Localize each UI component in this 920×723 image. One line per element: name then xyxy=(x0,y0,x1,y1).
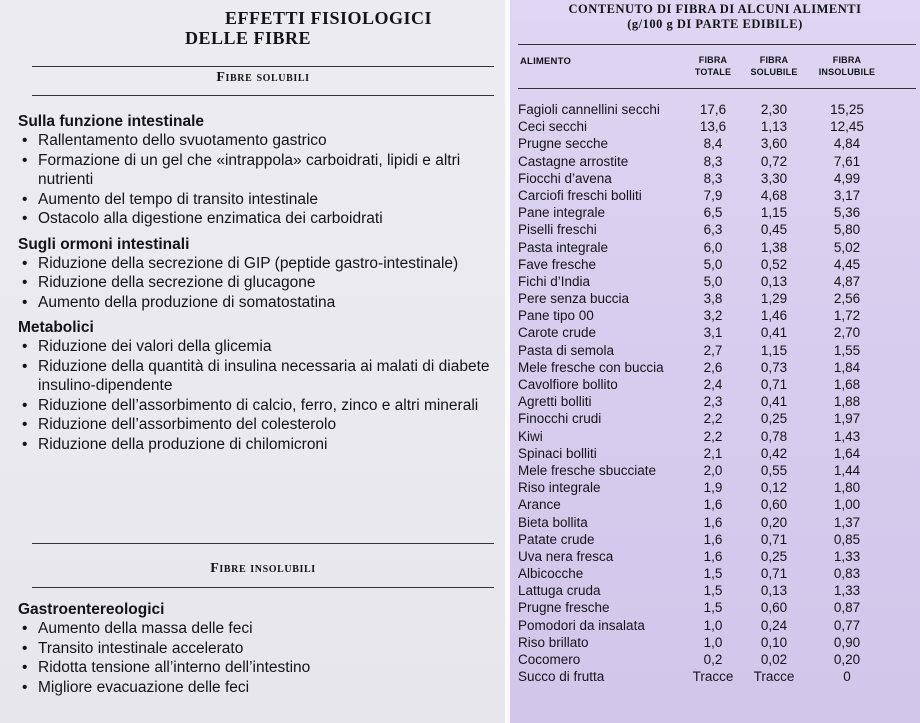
effect-item: • Riduzione della produzione di chilomicroni xyxy=(18,435,496,455)
fibre-insoluble-cell: 1,55 xyxy=(833,342,861,358)
food-name-cell: Riso integrale xyxy=(518,480,601,496)
table-row xyxy=(518,479,916,496)
fibre-soluble-cell: Tracce xyxy=(753,669,795,685)
table-row xyxy=(518,565,916,582)
fibre-soluble-cell: 0,45 xyxy=(760,222,788,238)
fibre-insoluble-cell: 0,20 xyxy=(833,652,861,667)
table-row xyxy=(518,118,916,135)
divider xyxy=(32,66,494,67)
table-row xyxy=(518,359,916,376)
fibre-total-cell: 7,9 xyxy=(703,187,723,203)
table-row xyxy=(518,496,916,513)
fibre-soluble-cell: 1,29 xyxy=(760,291,788,307)
fibre-insoluble-cell: 7,61 xyxy=(833,153,861,169)
fibre-soluble-cell: 0,02 xyxy=(760,652,788,667)
food-name-cell: Ceci secchi xyxy=(518,119,588,135)
effect-item: • Aumento della produzione di somatostatina xyxy=(18,293,496,313)
fibre-insoluble-cell: 3,17 xyxy=(833,187,861,203)
fibre-insoluble-cell: 1,84 xyxy=(833,359,861,375)
table-row xyxy=(518,307,916,324)
table-row xyxy=(518,290,916,307)
effect-list xyxy=(18,254,496,313)
table-row xyxy=(518,101,916,118)
fibre-total-cell: Tracce xyxy=(692,669,734,685)
fibre-content-table xyxy=(510,0,920,723)
fibre-total-cell: 1,9 xyxy=(703,480,723,496)
fibre-total-cell: 8,3 xyxy=(703,170,723,186)
food-name-cell: Prugne fresche xyxy=(518,600,610,616)
food-name-cell: Kiwi xyxy=(518,428,543,444)
food-name-cell: Lattuga cruda xyxy=(518,583,601,599)
fibre-soluble-cell: 0,20 xyxy=(760,514,788,530)
fibre-total-cell: 2,6 xyxy=(703,359,723,375)
table-row xyxy=(518,634,916,651)
table-row xyxy=(518,170,916,187)
section-heading-soluble: Fibre solubili xyxy=(216,70,310,85)
effect-item: • Transito intestinale accelerato xyxy=(18,639,496,659)
table-row xyxy=(518,462,916,479)
food-name-cell: Patate crude xyxy=(518,531,595,547)
fibre-soluble-cell: 0,72 xyxy=(760,153,788,169)
food-name-cell: Pane integrale xyxy=(518,205,606,221)
table-row xyxy=(518,514,916,531)
fibre-total-cell: 17,6 xyxy=(699,102,727,117)
effect-item: • Riduzione della secrezione di GIP (peptide gastro-intestinale) xyxy=(18,254,496,274)
food-name-cell: Riso brillato xyxy=(518,634,589,650)
fibre-insoluble-cell: 1,00 xyxy=(833,497,861,513)
fibre-insoluble-cell: 12,45 xyxy=(830,119,864,135)
fibre-total-cell: 1,6 xyxy=(703,497,723,513)
fibre-insoluble-cell: 4,84 xyxy=(833,136,861,152)
food-name-cell: Albicocche xyxy=(518,566,584,582)
effect-item: • Ostacolo alla digestione enzimatica dei carboidrati xyxy=(18,209,496,229)
fibre-insoluble-cell: 2,56 xyxy=(833,291,861,307)
divider xyxy=(32,587,494,588)
soluble-fibre-effects xyxy=(18,112,496,454)
food-name-cell: Uva nera fresca xyxy=(518,548,614,564)
effect-group-heading: Sugli ormoni intestinali xyxy=(18,235,190,253)
effect-item: • Aumento del tempo di transito intestinale xyxy=(18,190,496,210)
fibre-total-cell: 5,0 xyxy=(703,256,723,272)
fibre-soluble-cell: 0,24 xyxy=(760,617,788,633)
table-title-line-1: CONTENUTO DI FIBRA DI ALCUNI ALIMENTI xyxy=(568,2,862,16)
fibre-insoluble-cell: 1,33 xyxy=(833,548,861,564)
fibre-soluble-cell: 0,12 xyxy=(760,480,788,496)
table-row xyxy=(518,324,916,341)
fibre-soluble-cell: 0,71 xyxy=(760,531,788,547)
table-row xyxy=(518,428,916,445)
table-row xyxy=(518,204,916,221)
fibre-total-cell: 1,5 xyxy=(703,566,723,582)
effect-item: • Riduzione della quantità di insulina necessaria ai malati di diabete insulino-dipendente xyxy=(18,357,496,396)
fibre-insoluble-cell: 1,44 xyxy=(833,462,861,478)
effect-item: • Riduzione dell’assorbimento del colesterolo xyxy=(18,415,496,435)
table-row xyxy=(518,256,916,273)
effect-list xyxy=(18,131,496,229)
fibre-soluble-cell: 0,71 xyxy=(760,377,788,392)
food-name-cell: Fave fresche xyxy=(518,256,597,272)
table-row xyxy=(518,668,916,685)
table-row xyxy=(518,531,916,548)
table-row xyxy=(518,548,916,565)
fibre-soluble-cell: 0,25 xyxy=(760,411,788,427)
fibre-soluble-cell: 3,30 xyxy=(760,170,788,186)
fibre-insoluble-cell: 0,87 xyxy=(833,600,861,616)
effect-item: • Riduzione dei valori della glicemia xyxy=(18,337,496,357)
table-row xyxy=(518,393,916,410)
fibre-total-cell: 1,5 xyxy=(703,600,723,616)
fibre-total-cell: 2,0 xyxy=(703,462,723,478)
fibre-insoluble-cell: 4,45 xyxy=(833,256,861,272)
fibre-insoluble-cell: 1,64 xyxy=(833,445,861,461)
effect-list xyxy=(18,619,496,697)
fibre-total-cell: 1,5 xyxy=(703,583,723,599)
table-row xyxy=(518,135,916,152)
fibre-soluble-cell: 0,41 xyxy=(760,325,788,341)
header-text: INSOLUBILE xyxy=(818,67,876,77)
header-fibra-totale xyxy=(688,54,738,78)
header-text: TOTALE xyxy=(694,67,732,77)
food-name-cell: Fichi d’India xyxy=(518,273,591,289)
page-title xyxy=(175,8,505,48)
effect-group-heading: Gastroentereologici xyxy=(18,601,165,618)
fibre-total-cell: 2,7 xyxy=(703,342,723,358)
fibre-total-cell: 6,0 xyxy=(703,239,723,255)
fibre-soluble-cell: 0,25 xyxy=(760,548,788,564)
fibre-insoluble-cell: 1,68 xyxy=(833,377,861,392)
effect-group-heading: Metabolici xyxy=(18,319,94,336)
fibre-soluble-cell: 0,73 xyxy=(760,359,788,375)
table-row xyxy=(518,376,916,393)
food-name-cell: Carciofi freschi bolliti xyxy=(518,187,642,203)
fibre-total-cell: 8,3 xyxy=(703,153,723,169)
title-line-2: DELLE FIBRE xyxy=(185,28,312,48)
fibre-total-cell: 3,2 xyxy=(703,308,723,324)
effect-item: • Aumento della massa delle feci xyxy=(18,619,496,639)
fibre-total-cell: 2,3 xyxy=(703,394,723,410)
fibre-soluble-cell: 0,42 xyxy=(760,445,788,461)
fibre-insoluble-cell: 1,88 xyxy=(833,394,861,410)
fibre-insoluble-cell: 5,36 xyxy=(833,205,861,221)
food-name-cell: Spinaci bolliti xyxy=(518,445,597,461)
fibre-total-cell: 3,8 xyxy=(703,291,723,307)
fibre-soluble-cell: 1,38 xyxy=(760,239,788,255)
divider xyxy=(32,543,494,544)
food-name-cell: Carote crude xyxy=(518,325,597,341)
fibre-soluble-cell: 0,13 xyxy=(760,583,788,599)
food-name-cell: Mele fresche con buccia xyxy=(518,359,664,375)
fibre-total-cell: 1,0 xyxy=(703,617,723,633)
food-name-cell: Agretti bolliti xyxy=(518,394,592,410)
fibre-insoluble-cell: 1,33 xyxy=(833,583,861,599)
fibre-soluble-cell: 0,52 xyxy=(760,256,788,272)
header-text: SOLUBILE xyxy=(750,67,798,77)
fibre-total-cell: 3,1 xyxy=(703,325,723,341)
fibre-insoluble-cell: 1,37 xyxy=(833,514,861,530)
fibre-soluble-cell: 0,60 xyxy=(760,600,788,616)
fibre-soluble-cell: 3,60 xyxy=(760,136,788,152)
effect-item: • Formazione di un gel che «intrappola» carboidrati, lipidi e altri nutrienti xyxy=(18,151,496,190)
fibre-total-cell: 1,6 xyxy=(703,531,723,547)
title-line-1: EFFETTI FISIOLOGICI xyxy=(225,8,433,28)
effect-item: • Rallentamento dello svuotamento gastrico xyxy=(18,131,496,151)
header-fibra-insolubile xyxy=(816,54,878,78)
fibre-insoluble-cell: 4,87 xyxy=(833,273,861,289)
table-row xyxy=(518,599,916,616)
food-name-cell: Bieta bollita xyxy=(518,514,588,530)
fibre-soluble-cell: 1,15 xyxy=(760,342,788,358)
food-name-cell: Castagne arrostite xyxy=(518,153,629,169)
table-row xyxy=(518,239,916,256)
food-name-cell: Pomodori da insalata xyxy=(518,617,645,633)
table-row xyxy=(518,410,916,427)
table-row xyxy=(518,153,916,170)
header-text: FIBRA xyxy=(832,55,862,65)
table-top-rule xyxy=(518,44,916,45)
header-text: FIBRA xyxy=(759,55,789,65)
food-name-cell: Cocomero xyxy=(518,652,581,667)
header-rule xyxy=(518,88,916,89)
table-title xyxy=(510,2,920,32)
table-row xyxy=(518,273,916,290)
section-heading-insoluble: Fibre insolubili xyxy=(210,561,316,576)
fibre-soluble-cell: 0,78 xyxy=(760,428,788,444)
table-row xyxy=(518,582,916,599)
fibre-insoluble-cell: 2,70 xyxy=(833,325,861,341)
fibre-insoluble-cell: 1,43 xyxy=(833,428,861,444)
fibre-total-cell: 8,4 xyxy=(703,136,723,152)
fibre-soluble-cell: 0,41 xyxy=(760,394,788,410)
fibre-total-cell: 2,2 xyxy=(703,428,723,444)
food-name-cell: Pere senza buccia xyxy=(518,291,630,307)
fibre-soluble-cell: 0,55 xyxy=(760,462,788,478)
divider xyxy=(32,95,494,96)
fibre-total-cell: 6,3 xyxy=(703,222,723,238)
food-name-cell: Mele fresche sbucciate xyxy=(518,462,657,478)
fibre-total-cell: 1,0 xyxy=(703,634,723,650)
food-name-cell: Pane tipo 00 xyxy=(518,308,594,324)
fibre-soluble-cell: 0,13 xyxy=(760,273,788,289)
header-text: FIBRA xyxy=(698,55,728,65)
effect-group-heading: Sulla funzione intestinale xyxy=(18,113,205,130)
food-name-cell: Fiocchi d’avena xyxy=(518,170,612,186)
table-row xyxy=(518,187,916,204)
effect-item: • Riduzione dell’assorbimento di calcio, ferro, zinco e altri minerali xyxy=(18,396,496,416)
fibre-insoluble-cell: 1,80 xyxy=(833,480,861,496)
fibre-total-cell: 2,1 xyxy=(703,445,723,461)
table-row xyxy=(518,221,916,238)
header-fibra-solubile xyxy=(743,54,805,78)
table-row xyxy=(518,445,916,462)
fibre-insoluble-cell: 15,25 xyxy=(830,102,864,117)
table-row xyxy=(518,617,916,634)
food-name-cell: Succo di frutta xyxy=(518,669,605,685)
fibre-soluble-cell: 0,10 xyxy=(760,634,788,650)
fibre-total-cell: 1,6 xyxy=(703,548,723,564)
fibre-total-cell: 1,6 xyxy=(703,514,723,530)
fibre-soluble-cell: 1,46 xyxy=(760,308,788,324)
fibre-insoluble-cell: 5,02 xyxy=(833,239,861,255)
table-body xyxy=(518,101,916,685)
table-row xyxy=(518,342,916,359)
fibre-total-cell: 6,5 xyxy=(703,205,723,221)
fibre-soluble-cell: 2,30 xyxy=(760,102,788,117)
fibre-total-cell: 2,4 xyxy=(703,377,723,392)
fibre-total-cell: 2,2 xyxy=(703,411,723,427)
fibre-insoluble-cell: 1,72 xyxy=(833,308,861,324)
header-alimento: ALIMENTO xyxy=(520,56,572,67)
food-name-cell: Cavolfiore bollito xyxy=(518,377,618,392)
fibre-soluble-cell: 1,13 xyxy=(760,119,788,135)
effect-item: • Migliore evacuazione delle feci xyxy=(18,678,496,698)
fibre-total-cell: 0,2 xyxy=(703,652,723,667)
food-name-cell: Prugne secche xyxy=(518,136,609,152)
effect-list xyxy=(18,337,496,454)
fibre-insoluble-cell: 4,99 xyxy=(833,170,861,186)
food-name-cell: Piselli freschi xyxy=(518,222,597,238)
food-name-cell: Fagioli cannellini secchi xyxy=(518,102,660,117)
fibre-total-cell: 13,6 xyxy=(699,119,727,135)
fibre-insoluble-cell: 0,90 xyxy=(833,634,861,650)
fibre-total-cell: 5,0 xyxy=(703,273,723,289)
fibre-insoluble-cell: 0,77 xyxy=(833,617,861,633)
fibre-insoluble-cell: 1,97 xyxy=(833,411,861,427)
fibre-soluble-cell: 0,60 xyxy=(760,497,788,513)
fibre-insoluble-cell: 0,83 xyxy=(833,566,861,582)
fibre-soluble-cell: 1,15 xyxy=(760,205,788,221)
effect-item: • Riduzione della secrezione di glucagone xyxy=(18,273,496,293)
effect-item: • Ridotta tensione all’interno dell’intestino xyxy=(18,658,496,678)
table-title-line-2: (g/100 g DI PARTE EDIBILE) xyxy=(627,17,803,31)
insoluble-fibre-effects xyxy=(18,600,496,697)
food-name-cell: Pasta integrale xyxy=(518,239,609,255)
fibre-soluble-cell: 4,68 xyxy=(760,187,788,203)
fibre-insoluble-cell: 5,80 xyxy=(833,222,861,238)
food-name-cell: Finocchi crudi xyxy=(518,411,602,427)
food-name-cell: Arance xyxy=(518,497,561,513)
fibre-insoluble-cell: 0,85 xyxy=(833,531,861,547)
table-row xyxy=(518,651,916,668)
fibre-soluble-cell: 0,71 xyxy=(760,566,788,582)
food-name-cell: Pasta di semola xyxy=(518,342,615,358)
fibre-insoluble-cell: 0 xyxy=(843,669,851,685)
